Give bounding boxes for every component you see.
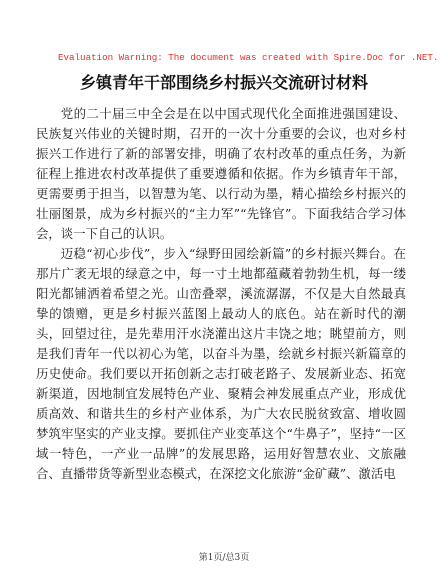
document-title: 乡镇青年干部围绕乡村振兴交流研讨材料 [79, 73, 368, 92]
document-body [36, 104, 406, 484]
evaluation-warning-watermark: Evaluation Warning: The document was created with Spire.Doc for .NET. [58, 52, 439, 63]
paragraph: 党的二十届三中全会是在以中国式现代化全面推进强国建设、民族复兴伟业的关键时期，召开的一次十分重要的会议，也对乡村振兴工作进行了新的部署安排，明确了农村改革的重点任务，为新征程上推进农村改革提供了重要遵循和依据。作为乡镇青年干部，更需要勇于担当，以智慧为笔、以行动为墨，精心描绘乡村振兴的壮丽图景，成为乡村振兴的“主力军”“先锋官”。下面我结合学习体会，谈一下自己的认识。 [36, 106, 406, 241]
paragraph: 迈稳“初心步伐”，步入“绿野田园绘新篇”的乡村振兴舞台。在那片广袤无垠的绿意之中，每一寸土地都蕴藏着勃勃生机，每一缕阳光都铺洒着希望之光。山峦叠翠，溪流潺潺，不仅是大自然最真挚的馈赠，更是乡村振兴蓝图上最动人的底色。站在新时代的潮头，回望过往，是先辈用汗水浇灌出这片丰饶之地；眺望前方，则是我们青年一代以初心为笔，以奋斗为墨，绘就乡村振兴新篇章的历史使命。我们要以开拓创新之志打破老路子、发展新业态、拓宽新渠道，因地制宜发展特色产业、聚精会神发展重点产业，形成优质高效、和谐共生的乡村产业体系，为广大农民脱贫致富、增收圆梦筑牢坚实的产业支撑。要抓住产业变革这个“牛鼻子”，坚持“一区域一特色，一产业一品牌”的发展思路，运用好智慧农业、文旅融合、直播带货等新型业态模式，在深挖文化旅游“金矿藏”、激活电 [36, 246, 406, 481]
page-number-footer: 第1页/总3页 [198, 553, 250, 563]
